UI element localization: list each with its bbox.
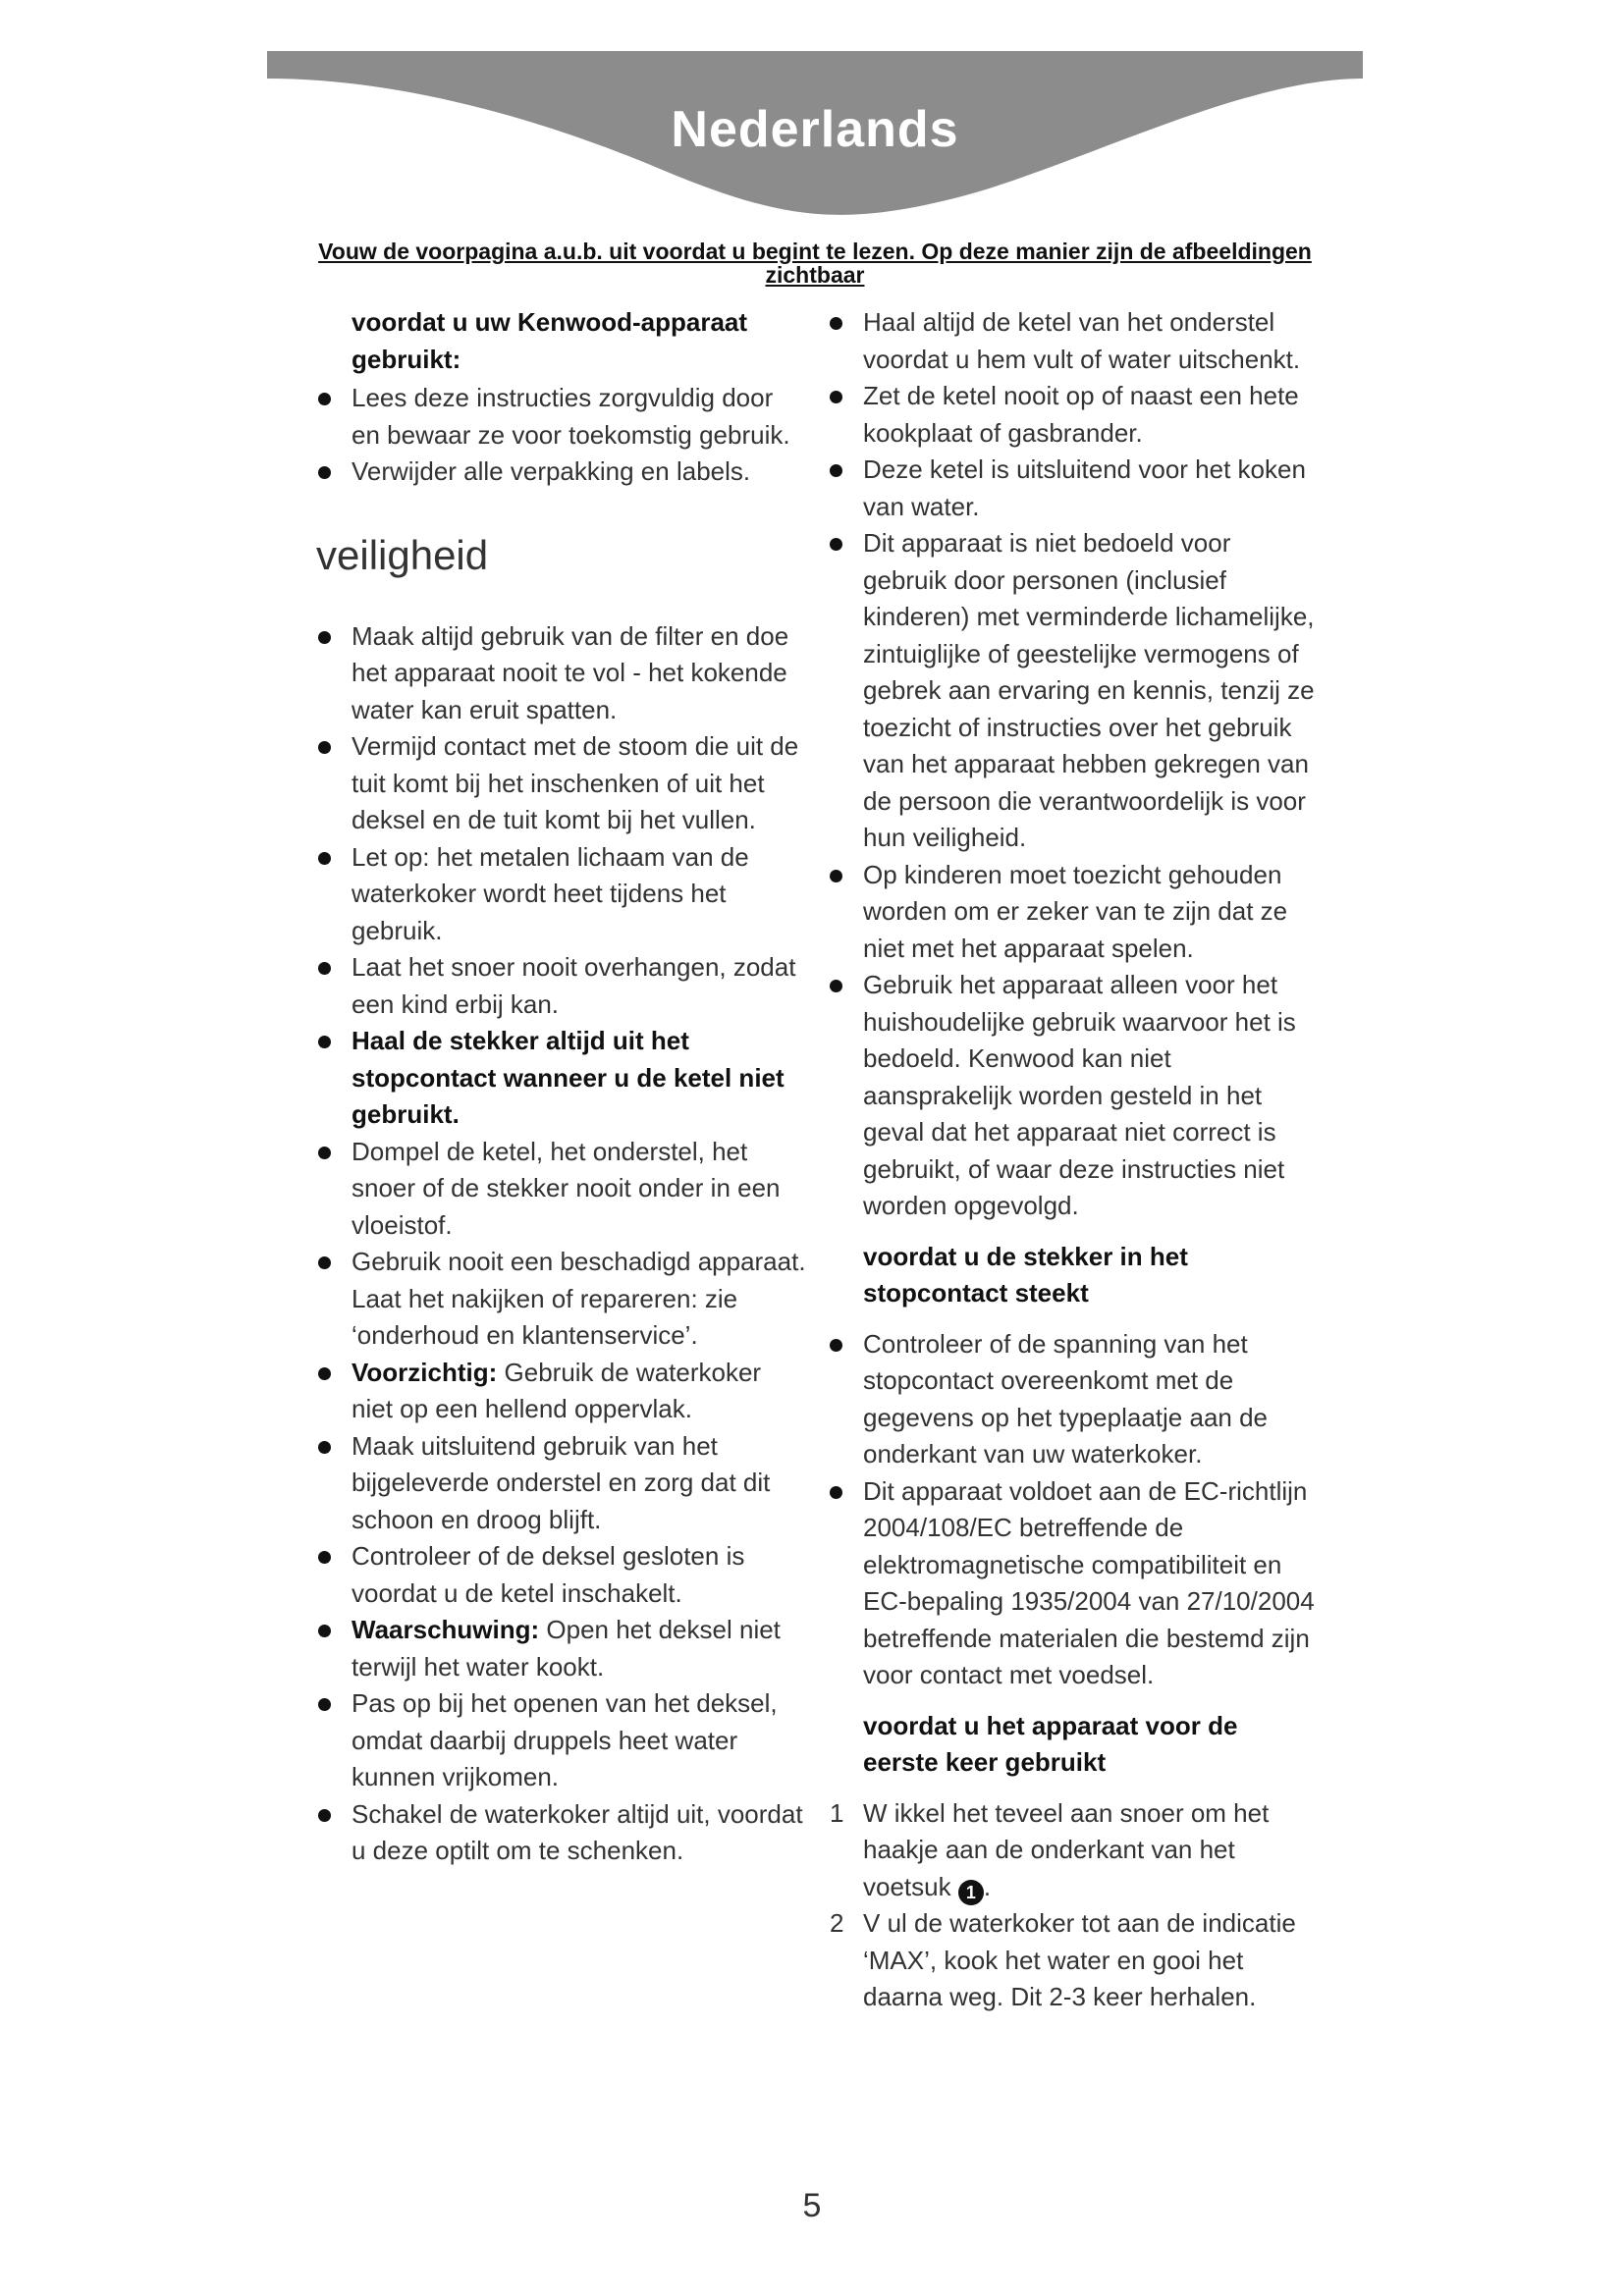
list-item <box>316 1355 807 1428</box>
item-text: Controleer of de spanning van het stopcontact overeenkomt met de gegevens op het typeplaatje aan de onderkant van uw waterkoker. <box>863 1328 1269 1468</box>
bullet-icon <box>318 1809 331 1822</box>
emphasis-text: Waarschuwing: <box>352 1615 540 1644</box>
bullet-icon <box>830 538 842 551</box>
item-text: Gebruik de waterkoker niet op een hellend oppervlak. <box>352 1357 762 1423</box>
item-text: Gebruik het apparaat alleen voor het huishoudelijke gebruik waarvoor het is bedoeld. Kenwood kan niet aansprakelijk worden gesteld in het geval dat het apparaat niet correct is gebruikt, of waar deze instructies niet worden opgevolgd. <box>863 970 1296 1220</box>
item-text: Laat het snoer nooit overhangen, zodat een kind erbij kan. <box>352 952 796 1019</box>
step-number: 2 <box>830 1908 844 1938</box>
intro-list <box>316 380 807 491</box>
item-text: Op kinderen moet toezicht gehouden worden om er zeker van te zijn dat ze niet met het apparaat spelen. <box>863 859 1288 963</box>
bullet-icon <box>318 1551 331 1564</box>
list-item <box>316 618 807 729</box>
bullet-icon <box>318 1147 331 1159</box>
list-item <box>316 1244 807 1355</box>
item-text: Open het deksel niet terwijl het water kookt. <box>352 1615 781 1682</box>
safety-list <box>316 618 807 1870</box>
list-item <box>828 304 1319 378</box>
bullet-icon <box>318 1036 331 1048</box>
right-safety-list <box>828 304 1319 1225</box>
step-item <box>828 1905 1319 2016</box>
step-item <box>828 1795 1319 1906</box>
bullet-icon <box>830 464 842 477</box>
item-text: Dit apparaat voldoet aan de EC-richtlijn 2004/108/EC betreffende de elektromagnetische compatibiliteit en EC-bepaling 1935/2004 van 27/10/2004 betreffende materialen die bestemd zijn voor contact met voedsel. <box>863 1475 1315 1689</box>
item-text: Deze ketel is uitsluitend voor het koken van water. <box>863 454 1306 521</box>
intro-heading: voordat u uw Kenwood-apparaat gebruikt: <box>352 307 748 374</box>
list-item <box>316 1134 807 1245</box>
bullet-icon <box>830 870 842 882</box>
bullet-icon <box>318 1441 331 1454</box>
first-use-heading: voordat u het apparaat voor de eerste keer gebruikt <box>863 1710 1238 1777</box>
figure-reference-icon: 1 <box>958 1880 984 1905</box>
bullet-icon <box>318 852 331 865</box>
item-text: Lees deze instructies zorgvuldig door en bewaar ze voor toekomstig gebruik. <box>352 383 790 450</box>
list-item <box>316 380 807 454</box>
bullet-icon <box>830 1486 842 1499</box>
emphasis-text: Voorzichtig: <box>352 1357 498 1387</box>
list-item <box>828 1473 1319 1694</box>
list-item <box>316 728 807 839</box>
step-text: W ikkel het teveel aan snoer om het haakje aan de onderkant van het voetsuk <box>863 1797 1270 1901</box>
left-column <box>316 304 807 1870</box>
list-item <box>316 949 807 1023</box>
language-banner <box>267 51 1363 257</box>
bullet-icon <box>318 631 331 644</box>
safety-heading: veiligheid <box>316 531 489 578</box>
bullet-icon <box>318 1256 331 1269</box>
list-item <box>316 1538 807 1612</box>
list-item <box>316 1428 807 1539</box>
step-punctuation: . <box>983 1871 992 1901</box>
list-item <box>828 967 1319 1225</box>
fold-out-notice: Vouw de voorpagina a.u.b. uit voordat u begint te lezen. Op deze manier zijn de afbeeldingen zichtbaar <box>318 239 1312 288</box>
plug-heading: voordat u de stekker in het stopcontact steekt <box>863 1241 1188 1308</box>
item-text: Schakel de waterkoker altijd uit, voordat u deze optilt om te schenken. <box>352 1798 803 1865</box>
bullet-icon <box>318 466 331 479</box>
item-text: Vermijd contact met de stoom die uit de tuit komt bij het inschenken of uit het deksel en de tuit komt bij het vullen. <box>352 731 799 834</box>
item-text: Maak altijd gebruik van de filter en doe het apparaat nooit te vol - het kokende water kan eruit spatten. <box>352 620 789 724</box>
item-text: Let op: het metalen lichaam van de waterkoker wordt heet tijdens het gebruik. <box>352 841 749 945</box>
bullet-icon <box>318 1367 331 1380</box>
bullet-icon <box>318 1625 331 1637</box>
list-item <box>828 857 1319 968</box>
list-item <box>828 525 1319 857</box>
page-number: 5 <box>802 2187 822 2224</box>
item-text: Gebruik nooit een beschadigd apparaat. Laat het nakijken of repareren: zie ‘onderhoud en klantenservice’. <box>352 1247 806 1350</box>
list-item <box>316 1685 807 1796</box>
list-item <box>316 1796 807 1870</box>
bullet-icon <box>318 741 331 754</box>
item-text: Haal altijd de ketel van het onderstel voordat u hem vult of water uitschenkt. <box>863 307 1301 374</box>
bullet-icon <box>830 391 842 403</box>
right-column <box>828 304 1319 2016</box>
list-item <box>316 839 807 950</box>
item-text: Maak uitsluitend gebruik van het bijgeleverde onderstel en zorg dat dit schoon en droog blijft. <box>352 1430 771 1534</box>
list-item <box>828 452 1319 525</box>
step-number: 1 <box>830 1797 844 1828</box>
list-item <box>316 1023 807 1134</box>
list-item <box>316 1612 807 1685</box>
item-text: Dit apparaat is niet bedoeld voor gebruik door personen (inclusief kinderen) met verminderde lichamelijke, zintuiglijke of geestelijke vermogens of gebrek aan ervaring en kennis, tenzij ze toezicht of instructies over het gebruik van het apparaat hebben gekregen van de persoon die verantwoordelijk is voor hun veiligheid. <box>863 528 1315 852</box>
bullet-icon <box>318 393 331 405</box>
banner-title: Nederlands <box>671 101 959 158</box>
bullet-icon <box>830 1339 842 1352</box>
list-item <box>828 1326 1319 1473</box>
list-item <box>316 454 807 491</box>
item-text: Zet de ketel nooit op of naast een hete kookplaat of gasbrander. <box>863 381 1299 448</box>
bullet-icon <box>318 1698 331 1711</box>
plug-list <box>828 1326 1319 1694</box>
bullet-icon <box>830 980 842 992</box>
item-text: Verwijder alle verpakking en labels. <box>352 456 751 486</box>
item-text: Controleer of de deksel gesloten is voordat u de ketel inschakelt. <box>352 1541 745 1608</box>
bullet-icon <box>830 317 842 330</box>
item-text: Dompel de ketel, het onderstel, het snoer of de stekker nooit onder in een vloeistof. <box>352 1136 781 1240</box>
item-text: Pas op bij het openen van het deksel, omdat daarbij druppels heet water kunnen vrijkomen. <box>352 1688 778 1791</box>
list-item <box>828 378 1319 452</box>
first-use-steps <box>828 1795 1319 2016</box>
emphasis-text: Haal de stekker altijd uit het stopcontact wanneer u de ketel niet gebruikt. <box>352 1026 785 1129</box>
step-text: V ul de waterkoker tot aan de indicatie ‘MAX’, kook het water en gooi het daarna weg. Dit 2-3 keer herhalen. <box>863 1908 1296 2011</box>
bullet-icon <box>318 962 331 975</box>
